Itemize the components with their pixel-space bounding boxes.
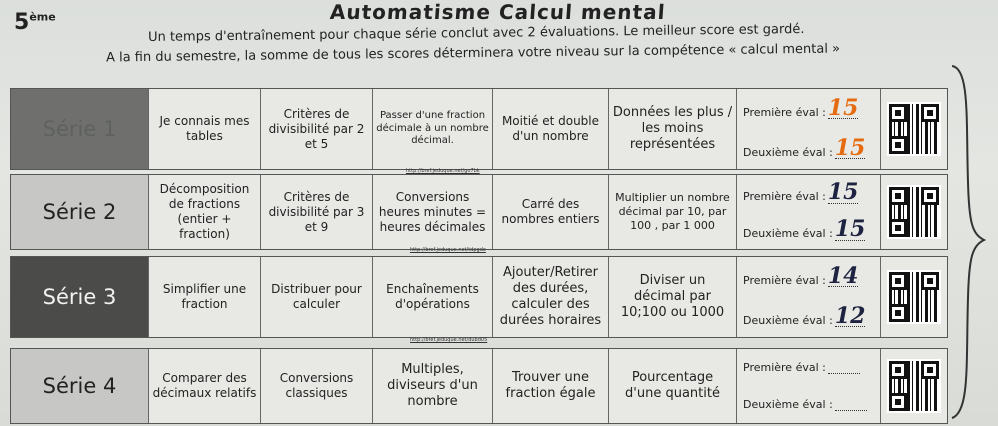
serie-3-second-score: 12 <box>834 302 866 329</box>
qr-code-icon[interactable] <box>887 359 941 413</box>
serie-3-qr-cell <box>881 257 947 337</box>
worksheet-title: Automatisme Calcul mental <box>329 0 667 24</box>
serie-3-skill-5: Diviser un décimal par 10;100 ou 1000 <box>609 257 737 337</box>
instructions-line-1: Un temps d'entraînement pour chaque série conclut avec 2 évaluations. Le meilleur score est gardé. <box>147 21 805 46</box>
serie-3-first-eval: Première éval : 14 <box>743 262 859 289</box>
serie-4-skill-3: Multiples, diviseurs d'un nombre <box>373 349 493 423</box>
serie-4-first-eval: Première éval : <box>743 361 860 375</box>
serie-3-row <box>10 256 948 338</box>
serie-3-skill-2: Distribuer pour calculer <box>261 257 373 337</box>
serie-4-qr-cell <box>881 349 947 423</box>
serie-4-first-score[interactable] <box>828 363 860 374</box>
serie-2-first-eval: Première éval : 15 <box>743 179 859 206</box>
serie-1-skill-3: Passer d'une fraction décimale à un nombre décimal. <box>373 89 493 169</box>
serie-1-skill-1: Je connais mes tables <box>149 89 261 169</box>
qr-code-icon[interactable] <box>887 270 941 324</box>
serie-2-evals <box>737 175 881 249</box>
serie-3-link[interactable]: http://bref.jeduque.net/dubd05 <box>410 337 488 343</box>
serie-3-second-eval: Deuxième éval : 12 <box>743 302 866 329</box>
serie-1-link[interactable]: http://bref.jeduque.net/go7bk <box>406 168 480 174</box>
serie-1-second-eval: Deuxième éval : 15 <box>743 134 866 161</box>
serie-3-skill-1: Simplifier une fraction <box>149 257 261 337</box>
serie-2-qr-cell <box>881 175 947 249</box>
serie-1-skill-2: Critères de divisibilité par 2 et 5 <box>261 89 373 169</box>
serie-2-row <box>10 174 948 250</box>
serie-2-second-score: 15 <box>834 216 866 243</box>
serie-1-qr-cell <box>881 89 947 169</box>
qr-code-icon[interactable] <box>887 185 941 239</box>
grade-level: 5ème <box>14 10 56 35</box>
serie-1-second-score: 15 <box>834 134 866 161</box>
serie-2-skill-4: Carré des nombres entiers <box>493 175 609 249</box>
serie-1-row <box>10 88 948 170</box>
serie-4-skill-2: Conversions classiques <box>261 349 373 423</box>
serie-2-label: Série 2 <box>11 175 149 249</box>
serie-1-first-score: 15 <box>827 94 859 121</box>
serie-1-label: Série 1 <box>11 89 149 169</box>
serie-4-row <box>10 348 948 424</box>
serie-1-skill-4: Moitié et double d'un nombre <box>493 89 609 169</box>
qr-code-icon[interactable] <box>887 102 941 156</box>
serie-4-label: Série 4 <box>11 349 149 423</box>
serie-3-label: Série 3 <box>11 257 149 337</box>
serie-2-skill-3: Conversions heures minutes = heures décimales <box>373 175 493 249</box>
serie-2-second-eval: Deuxième éval : 15 <box>743 216 866 243</box>
serie-2-skill-1: Décomposition de fractions (entier + fraction) <box>149 175 261 249</box>
serie-2-skill-5: Multiplier un nombre décimal par 10, par 100 , par 1 000 <box>609 175 737 249</box>
serie-4-skill-5: Pourcentage d'une quantité <box>609 349 737 423</box>
serie-3-evals <box>737 257 881 337</box>
serie-1-skill-5: Données les plus / les moins représentées <box>609 89 737 169</box>
serie-4-skill-4: Trouver une fraction égale <box>493 349 609 423</box>
serie-3-skill-4: Ajouter/Retirer des durées, calculer des durées horaires <box>493 257 609 337</box>
serie-2-link[interactable]: http://bref.jeduque.net/tdpgde <box>410 247 486 253</box>
serie-4-skill-1: Comparer des décimaux relatifs <box>149 349 261 423</box>
serie-4-second-score[interactable] <box>835 400 867 411</box>
serie-4-second-eval: Deuxième éval : <box>743 398 867 412</box>
curly-brace-icon <box>948 62 988 422</box>
serie-1-evals <box>737 89 881 169</box>
serie-3-first-score: 14 <box>827 262 859 289</box>
serie-2-first-score: 15 <box>827 179 859 206</box>
serie-3-skill-3: Enchaînements d'opérations <box>373 257 493 337</box>
serie-1-first-eval: Première éval : 15 <box>743 94 859 121</box>
serie-4-evals <box>737 349 881 423</box>
serie-2-skill-2: Critères de divisibilité par 3 et 9 <box>261 175 373 249</box>
instructions-line-2: A la fin du semestre, la somme de tous les scores déterminera votre niveau sur la compétence « calcul mental » <box>105 41 841 66</box>
